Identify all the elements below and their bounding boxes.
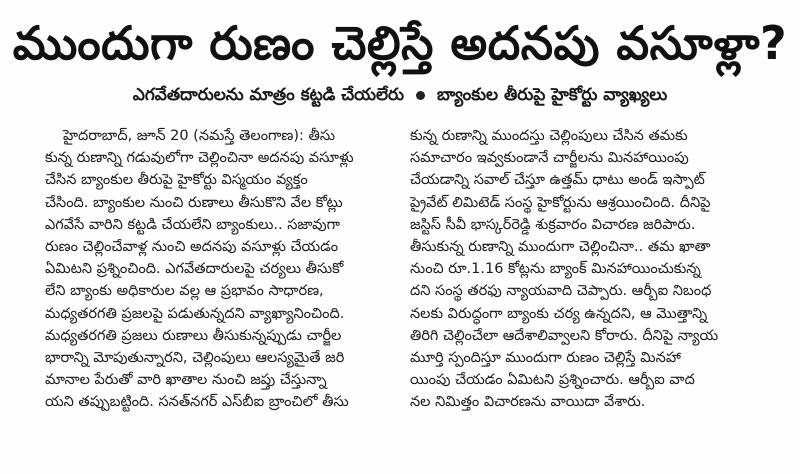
body-line: నల నిమిత్తం విచారణను వాయిదా వేశారు.: [410, 394, 646, 411]
body-line: తిరిగి చెల్లించేలా ఆదేశాలివ్వాలని కోరారు. దీనిపై న్యాయ: [410, 327, 719, 344]
subhead-right: బ్యాంకుల తీరుపై హైకోర్టు వ్యాఖ్యలు: [437, 85, 668, 105]
right-column: [410, 125, 762, 414]
body-line: చేయడాన్ని సవాల్ చేస్తూ ఉత్తమ్ ధాటు అండ్ ఇస్పాట్: [410, 172, 705, 189]
body-line: యని తప్పుబట్టింది. సనత్‌నగర్ ఎస్‌బీఐ బ్రాంచిలో తీసు: [45, 394, 349, 411]
body-line: మధ్యతరగతి ప్రజలపై పడుతున్నదని వ్యాఖ్యానించింది.: [45, 305, 345, 322]
body-line: మూర్తి స్పందిస్తూ ముందుగా రుణం చెల్లిస్తే మినహా: [410, 350, 681, 367]
subheadings: [0, 82, 800, 108]
body-line: చేసిన బ్యాంకుల తీరుపై హైకోర్టు విస్మయం వ్యక్తం: [45, 172, 308, 189]
body-line: ఎగవేసే వారిని కట్టడి చేయలేని బ్యాంకులు.. సజావుగా: [45, 216, 340, 233]
subhead-left: ఎగవేతదారులను మాత్రం కట్టడి చేయలేరు: [132, 85, 404, 105]
body-line: మానాల పేరుతో వారి ఖాతాల నుంచి జప్తు చేస్తున్నా: [45, 372, 327, 389]
body-line: హైదరాబాద్, జూన్ 20 (నమస్తే తెలంగాణ): తీసు: [63, 128, 336, 144]
body-line: భారాన్ని మోపుతున్నారని, చెల్లింపులు ఆలస్యమైతే జరి: [45, 350, 345, 367]
body-line: దని సంస్థ తరఫు న్యాయవాది చెప్పారు. ఆర్బీఐ నిబంధ: [410, 283, 712, 300]
body-line: చేసింది. బ్యాంకుల నుంచి రుణాలు తీసుకొని వేల కోట్లు: [45, 194, 343, 211]
body-line: జస్టిస్ సీవీ భాస్కర్‌రెడ్డి శుక్రవారం విచారణ జరిపారు.: [410, 216, 696, 233]
body-line: నుంచి రూ.1.16 కోట్లను బ్యాంక్ మినహాయించుకున్న: [410, 261, 701, 278]
body-line: ఏమిటని ప్రశ్నించింది. ఎగవేతదారులపై చర్యలు తీసుకో: [45, 261, 344, 278]
body-line: తీసుకున్న రుణాన్ని ముందుగా చెల్లించినా.. తమ ఖాతా: [410, 239, 711, 256]
body-line: కున్న రుణాన్ని గడువులోగా చెల్లించినా అదనపు వసూళ్లు: [45, 150, 354, 167]
bullet-separator: [416, 91, 425, 100]
body-line: రుణం చెల్లించేవాళ్ల నుంచి అదనపు వసూళ్లు చేయడం: [45, 239, 339, 256]
body-line: ప్రైవేట్ లిమిటెడ్ సంస్థ హైకోర్టును ఆశ్రయించింది. దీనిపై: [410, 194, 711, 211]
left-column: [45, 125, 387, 414]
headline: ముందుగా రుణం చెల్లిస్తే అదనపు వసూళ్లా?: [12, 16, 788, 70]
body-line: సమాచారం ఇవ్వకుండానే చార్జీలను మినహాయింపు: [410, 150, 689, 167]
body-line: యింపు చేయడం ఏమిటని ప్రశ్నించారు. ఆర్బీఐ వాద: [410, 372, 695, 389]
body-line: మధ్యతరగతి ప్రజలు రుణాలు తీసుకున్నప్పుడు చార్జీల: [45, 327, 342, 344]
body-line: నలకు విరుద్ధంగా బ్యాంకు చర్య ఉన్నదని, ఆ మొత్తాన్ని: [410, 305, 708, 322]
body-line: కున్న రుణాన్ని ముందస్తు చెల్లింపులు చేసిన తమకు: [410, 128, 688, 144]
body-line: లేని బ్యాంకు అధికారుల వల్ల ఆ ప్రభావం సాధారణ,: [45, 283, 324, 300]
